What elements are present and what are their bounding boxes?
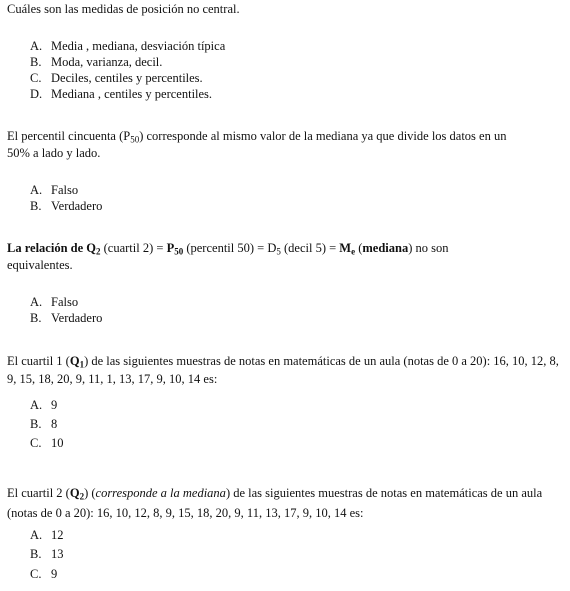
option-label: Verdadero	[51, 199, 103, 213]
option-q5-c[interactable]	[30, 566, 57, 582]
option-label: Falso	[51, 295, 79, 309]
option-q4-a[interactable]	[30, 397, 57, 413]
option-letter: C.	[30, 567, 42, 581]
option-letter: B.	[30, 199, 42, 213]
option-label: Verdadero	[51, 311, 103, 325]
q5-t1: El cuartil 2 (	[7, 486, 70, 500]
option-letter: A.	[30, 39, 43, 53]
q3-p1: (cuartil 2) =	[100, 241, 167, 255]
option-q1-c[interactable]	[30, 70, 203, 86]
q2-text-b: ) corresponde al mismo valor de la mediana ya que divide los datos en un 50% a lado y lado.	[7, 129, 507, 160]
option-label: 13	[51, 547, 64, 561]
q3-p2: (percentil 50) = D	[183, 241, 277, 255]
option-letter: A.	[30, 295, 43, 309]
option-label: 12	[51, 528, 64, 542]
option-letter: B.	[30, 417, 42, 431]
option-q3-b[interactable]	[30, 310, 102, 326]
question-2-text	[7, 128, 527, 162]
option-q4-c[interactable]	[30, 435, 64, 451]
q5-t3: ) de las siguientes muestras de notas en matemáticas de un aula (notas de 0 a 20): 16, 10, 12, 8, 9, 15, 18, 20, 9, 11, 13, 17, 9, 10, 14 es:	[7, 486, 543, 520]
question-5-text	[7, 483, 559, 523]
option-label: Media , mediana, desviación típica	[51, 39, 226, 53]
q5-t2: ) (	[84, 486, 96, 500]
option-letter: B.	[30, 55, 42, 69]
option-q3-a[interactable]	[30, 294, 78, 310]
q3-bold-p: P	[166, 241, 175, 255]
q4-bold-q: Q	[69, 354, 80, 368]
option-letter: B.	[30, 311, 42, 325]
option-label: 8	[51, 417, 58, 431]
option-letter: C.	[30, 71, 42, 85]
option-letter: A.	[30, 528, 43, 542]
q3-p4: (	[355, 241, 363, 255]
option-q2-a[interactable]	[30, 182, 78, 198]
question-3-text	[7, 240, 507, 274]
option-q5-a[interactable]	[30, 527, 64, 543]
q3-sub-d: 5	[276, 246, 281, 257]
option-q1-b[interactable]	[30, 54, 162, 70]
option-label: Falso	[51, 183, 79, 197]
q3-bold-m: M	[339, 241, 352, 255]
option-letter: C.	[30, 436, 42, 450]
q3-p3: (decil 5) =	[280, 241, 340, 255]
option-label: Moda, varianza, decil.	[51, 55, 163, 69]
option-letter: D.	[30, 87, 43, 101]
option-letter: B.	[30, 547, 42, 561]
q4-t2: ) de las siguientes muestras de notas en matemáticas de un aula (notas de 0 a 20): 16, 10, 12, 8, 9, 15, 18, 20, 9, 11, 1, 13, 17, 9, 10, 14 es:	[7, 354, 559, 386]
option-q5-b[interactable]	[30, 546, 64, 562]
option-label: Deciles, centiles y percentiles.	[51, 71, 203, 85]
q3-p5: ) no son equivalentes.	[7, 241, 449, 272]
q3-bold-intro: La relación de Q	[7, 241, 97, 255]
question-4-text	[7, 352, 559, 388]
question-1-text: Cuáles son las medidas de posición no central.	[7, 2, 240, 16]
option-q1-d[interactable]	[30, 86, 212, 102]
q3-sub-p: 50	[174, 246, 184, 257]
q3-sub-m: e	[351, 246, 356, 257]
q3-bold-mediana: mediana	[362, 241, 409, 255]
option-label: 10	[51, 436, 64, 450]
option-label: Mediana , centiles y percentiles.	[51, 87, 213, 101]
q5-bold-q: Q	[69, 486, 80, 500]
q5-italic: corresponde a la mediana	[95, 486, 226, 500]
option-letter: A.	[30, 398, 43, 412]
q5-sub-q: 2	[79, 491, 85, 502]
q4-sub-q: 1	[79, 359, 85, 370]
q3-sub-q: 2	[96, 246, 101, 257]
option-q1-a[interactable]	[30, 38, 225, 54]
option-q2-b[interactable]	[30, 198, 102, 214]
option-label: 9	[51, 398, 58, 412]
option-label: 9	[51, 567, 58, 581]
q2-sub: 50	[130, 134, 140, 145]
option-q4-b[interactable]	[30, 416, 57, 432]
q2-text-a: El percentil cincuenta (P	[7, 129, 131, 143]
option-letter: A.	[30, 183, 43, 197]
q4-t1: El cuartil 1 (	[7, 354, 70, 368]
